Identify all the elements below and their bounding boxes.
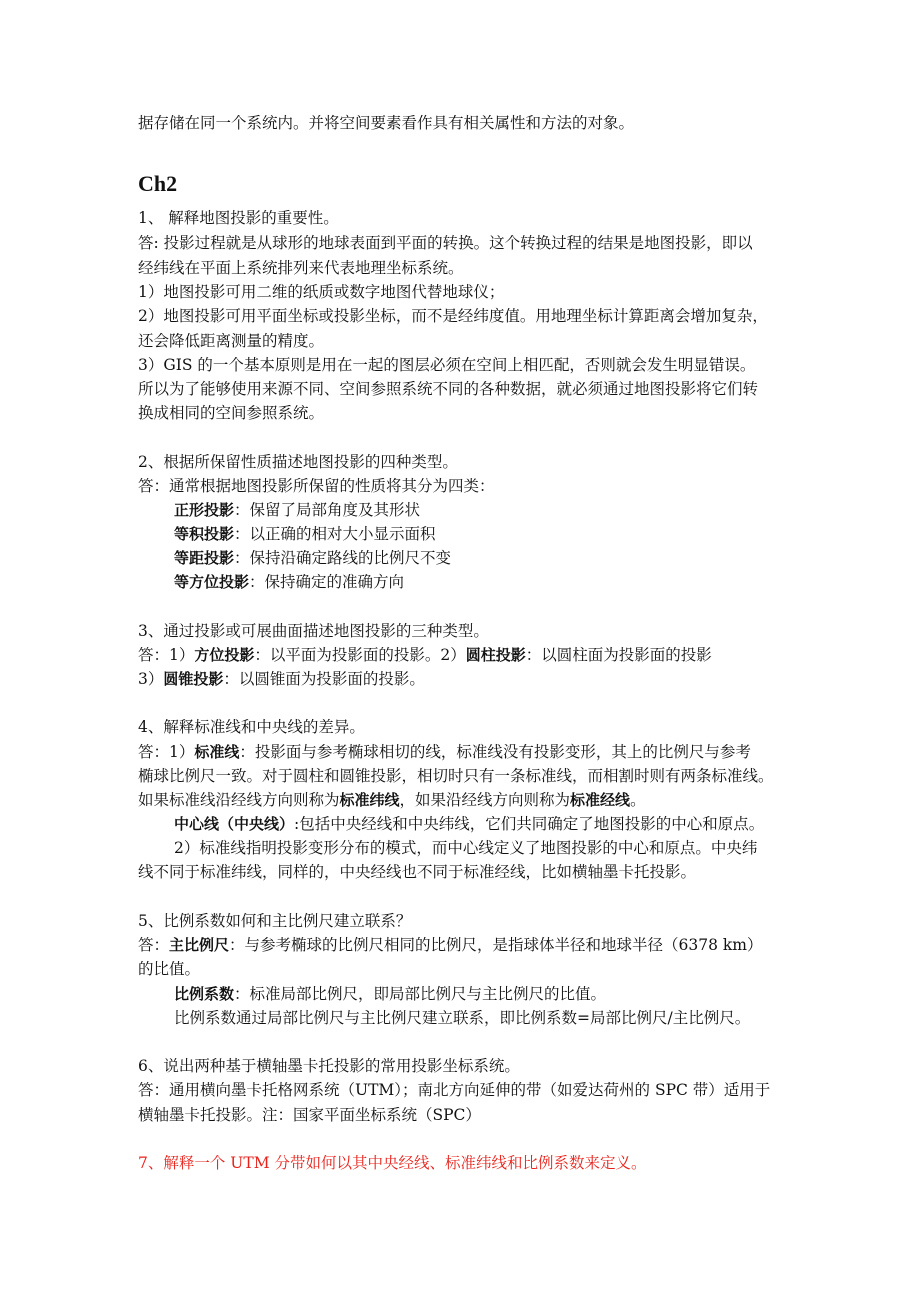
text-line [174, 547, 790, 570]
term-bold: 圆柱投影 [465, 646, 526, 664]
term-definition: ：保持确定的准确方向 [249, 573, 405, 591]
term-bold: 比例系数 [174, 985, 235, 1003]
text-line: 1）地图投影可用二维的纸质或数字地图代替地球仪； [138, 283, 505, 301]
text-span: 。 [630, 791, 646, 809]
question-2: 2、根据所保留性质描述地图投影的四种类型。 [138, 453, 458, 471]
text-line [174, 499, 790, 522]
text-line: 比例系数通过局部比例尺与主比例尺建立联系，即比例系数=局部比例尺/主比例尺。 [174, 1009, 751, 1027]
text-line: 椭球比例尺一致。对于圆柱和圆锥投影，相切时只有一条标准线，而相割时则有两条标准线。 [138, 767, 774, 785]
term-bold: 标准经线 [570, 791, 631, 809]
text-line: 2）地图投影可用平面坐标或投影坐标，而不是经纬度值。用地理坐标计算距离会增加复杂， [138, 307, 768, 325]
text-line: 答：通常根据地图投影所保留的性质将其分为四类： [138, 477, 495, 495]
text-span: 3） [138, 670, 164, 688]
text-line: 据存储在同一个系统内。并将空间要素看作具有相关属性和方法的对象。 [138, 114, 635, 132]
text-line [174, 523, 790, 546]
text-span: 如果标准线沿经线方向则称为 [138, 791, 340, 809]
text-line [174, 983, 790, 1006]
term-bold: 等距投影 [174, 549, 235, 567]
term-bold: 正形投影 [174, 501, 235, 519]
text-line: 答：通用横向墨卡托格网系统（UTM）；南北方向延伸的带（如爱达荷州的 SPC 带）适用于 [138, 1081, 771, 1099]
text-line [138, 789, 790, 812]
question-4: 4、解释标准线和中央线的差异。 [138, 718, 365, 736]
text-span: ，如果沿经线方向则称为 [399, 791, 571, 809]
question-5: 5、比例系数如何和主比例尺建立联系？ [138, 912, 412, 930]
text-line: 3）GIS 的一个基本原则是用在一起的图层必须在空间上相匹配，否则就会发生明显错误。 [138, 356, 756, 374]
question-7: 7、解释一个 UTM 分带如何以其中央经线、标准纬线和比例系数来定义。 [138, 1154, 647, 1172]
question-6: 6、说出两种基于横轴墨卡托投影的常用投影坐标系统。 [138, 1057, 520, 1075]
text-line: 答: 投影过程就是从球形的地球表面到平面的转换。这个转换过程的结果是地图投影，即以 [138, 234, 753, 252]
text-line: 线不同于标准纬线，同样的，中央经线也不同于标准经线，比如横轴墨卡托投影。 [138, 863, 697, 881]
text-line: 换成相同的空间参照系统。 [138, 404, 325, 422]
term-bold: 主比例尺 [169, 936, 230, 954]
text-line: 所以为了能够使用来源不同、空间参照系统不同的各种数据，就必须通过地图投影将它们转 [138, 380, 759, 398]
chapter-heading: Ch2 [138, 171, 178, 196]
term-bold: 方位投影 [194, 646, 255, 664]
text-span: ：与参考椭球的比例尺相同的比例尺，是指球体半径和地球半径（6378 km） [229, 936, 763, 954]
text-span: ：以平面为投影面的投影。2） [254, 646, 466, 664]
term-bold: 标准纬线 [339, 791, 400, 809]
term-definition: ：标准局部比例尺，即局部比例尺与主比例尺的比值。 [234, 985, 607, 1003]
text-span: 答： [138, 936, 170, 954]
term-bold: 等方位投影 [174, 573, 250, 591]
text-span: 答：1） [138, 646, 195, 664]
text-line: 2）标准线指明投影变形分布的模式，而中心线定义了地图投影的中心和原点。中央纬 [174, 839, 758, 857]
text-line: 还会降低距离测量的精度。 [138, 332, 325, 350]
term-definition: :包括中央经线和中央纬线，它们共同确定了地图投影的中心和原点。 [294, 815, 765, 833]
text-line [174, 813, 790, 836]
text-line: 的比值。 [138, 960, 201, 978]
term-bold: 圆锥投影 [163, 670, 224, 688]
text-line [174, 571, 790, 594]
text-span: ：以圆柱面为投影面的投影 [525, 646, 712, 664]
term-definition: ：保持沿确定路线的比例尺不变 [234, 549, 452, 567]
question-1: 1、 解释地图投影的重要性。 [138, 209, 339, 227]
term-bold: 等积投影 [174, 525, 235, 543]
question-3: 3、通过投影或可展曲面描述地图投影的三种类型。 [138, 622, 489, 640]
text-span: 答：1） [138, 743, 195, 761]
text-span: ：以圆锥面为投影面的投影。 [223, 670, 425, 688]
text-line: 横轴墨卡托投影。注：国家平面坐标系统（SPC） [138, 1106, 481, 1124]
text-line: 经纬线在平面上系统排列来代表地理坐标系统。 [138, 259, 464, 277]
term-definition: ：保留了局部角度及其形状 [234, 501, 421, 519]
term-bold: 标准线 [194, 743, 240, 761]
text-line [138, 668, 790, 691]
term-bold: 中心线（中央线） [174, 815, 295, 833]
text-line [138, 934, 790, 957]
term-definition: ：以正确的相对大小显示面积 [234, 525, 436, 543]
text-line [138, 644, 790, 667]
text-span: ：投影面与参考椭球相切的线，标准线没有投影变形，其上的比例尺与参考 [239, 743, 751, 761]
text-line [138, 741, 790, 764]
